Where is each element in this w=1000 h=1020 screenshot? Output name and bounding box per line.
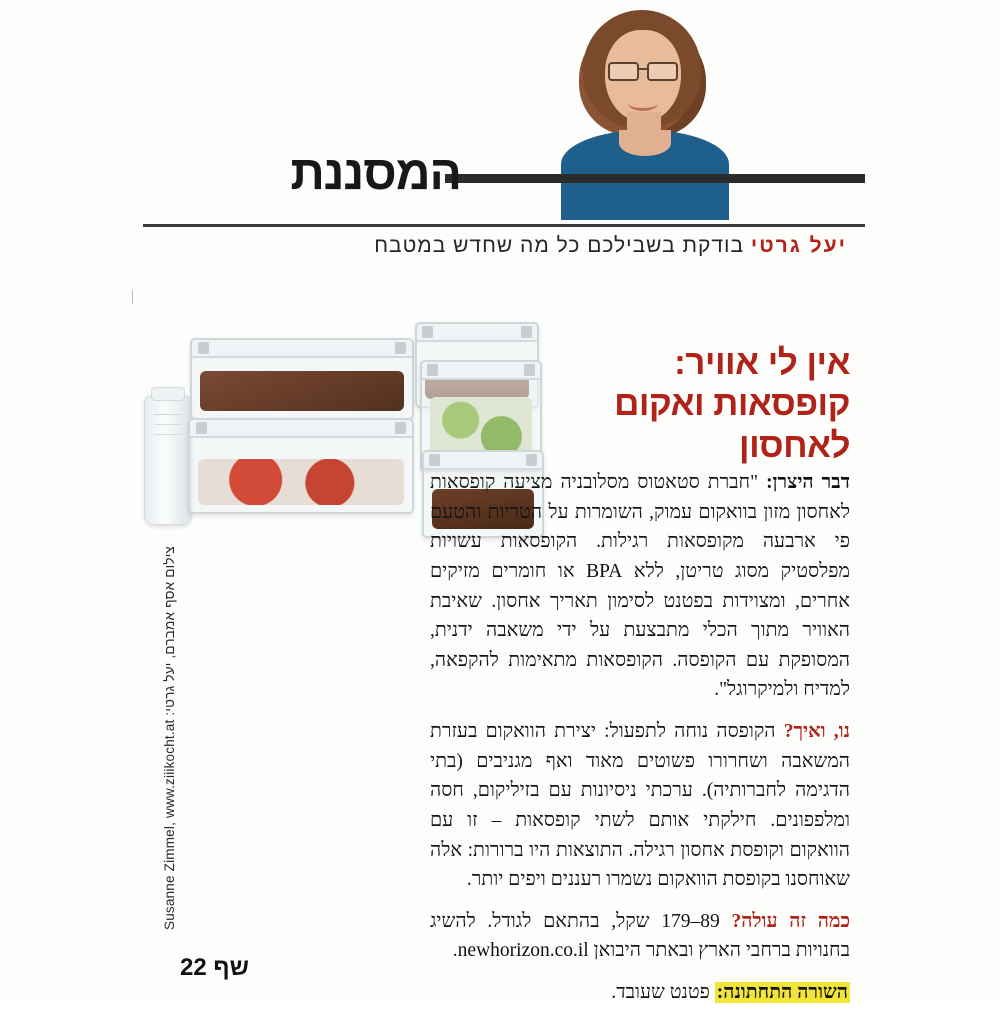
- photo-credit: Susanne Zimmel, www.ziiikocht.at :צילום אסף אמברם, יעל גרטי: [162, 546, 177, 930]
- glasses-icon: [607, 62, 679, 77]
- paragraph-price: [430, 907, 850, 966]
- paragraph-2-lead: נו, ואיך?: [783, 721, 850, 742]
- page-title: [580, 342, 850, 466]
- paragraph-1-text: "חברת סטאטוס מסלובניה מציעה קופסאות לאחסון מזון בוואקום עמוק, השומרות על הטריות והטעם פי ארבעה מקופסאות רגילות. הקופסאות עשויות מפלסטיק מסוג טריטן, ללא BPA או חומרים מזיקים אחרים, ומצוידות בפטנט לסימון תאריך אחסון. שאיבת האוויר מתוך הכלי מתבצעת על ידי משאבה ידנית, המסופקת עם הקופסה. הקופסאות מתאימות להקפאה, למדיח ולמיקרוגל".: [430, 472, 850, 701]
- paragraph-1-lead: דבר היצרן:: [766, 472, 850, 493]
- vacuum-container-top-left: [190, 338, 414, 420]
- section-title: המסננת: [290, 147, 461, 200]
- headline-line-2: קופסאות ואקום: [614, 384, 850, 424]
- byline: [374, 234, 847, 258]
- masthead-rule-bottom: [143, 224, 865, 227]
- paragraph-3-lead: כמה זה עולה?: [731, 910, 851, 932]
- byline-text: בודקת בשבילכם כל מה שחדש במטבח: [374, 234, 745, 257]
- masthead: [135, 147, 865, 257]
- page-edge-tick: [132, 290, 133, 304]
- importer-website-link[interactable]: newhorizon.co.il: [457, 940, 589, 962]
- article-body: [430, 468, 850, 1020]
- bottom-line-label: השורה התחתונה:: [716, 982, 848, 1003]
- bottom-line: [430, 978, 850, 1008]
- paragraph-experience: [430, 717, 850, 895]
- byline-author: יעל גרטי: [750, 234, 847, 257]
- paragraph-3-text: 89–179 שקל, בהתאם לגודל. להשיג בחנויות ברחבי הארץ ובאתר היבואן: [430, 910, 850, 962]
- page-folio: שף 22: [180, 954, 249, 981]
- paragraph-2-text: הקופסה נוחה לתפעול: יצירת הוואקום בעזרת המשאבה ושחרורו פשוטים מאוד ואף מגניבים (בתי הדגימה לחברותיה). ערכתי ניסיונות עם בזיליקום, חסה ומלפפונים. חילקתי אותם לשתי קופסאות – זו עם הוואקום וקופסת אחסון רגילה. התוצאות היו ברורות: אלה שאוחסנו בקופסת הוואקום נשמרו רעננים ויפים יותר.: [430, 721, 850, 891]
- paragraph-3-tail: .: [452, 940, 458, 962]
- photo-smile: [628, 96, 658, 111]
- masthead-rule-top: [445, 174, 865, 183]
- paragraph-manufacturer: [430, 468, 850, 705]
- vacuum-container-bottom-left: [188, 418, 414, 514]
- headline-line-3: לאחסון: [739, 425, 850, 465]
- headline-line-1: אין לי אוויר:: [674, 343, 850, 382]
- bottom-line-text: פטנט שעובד.: [611, 982, 715, 1003]
